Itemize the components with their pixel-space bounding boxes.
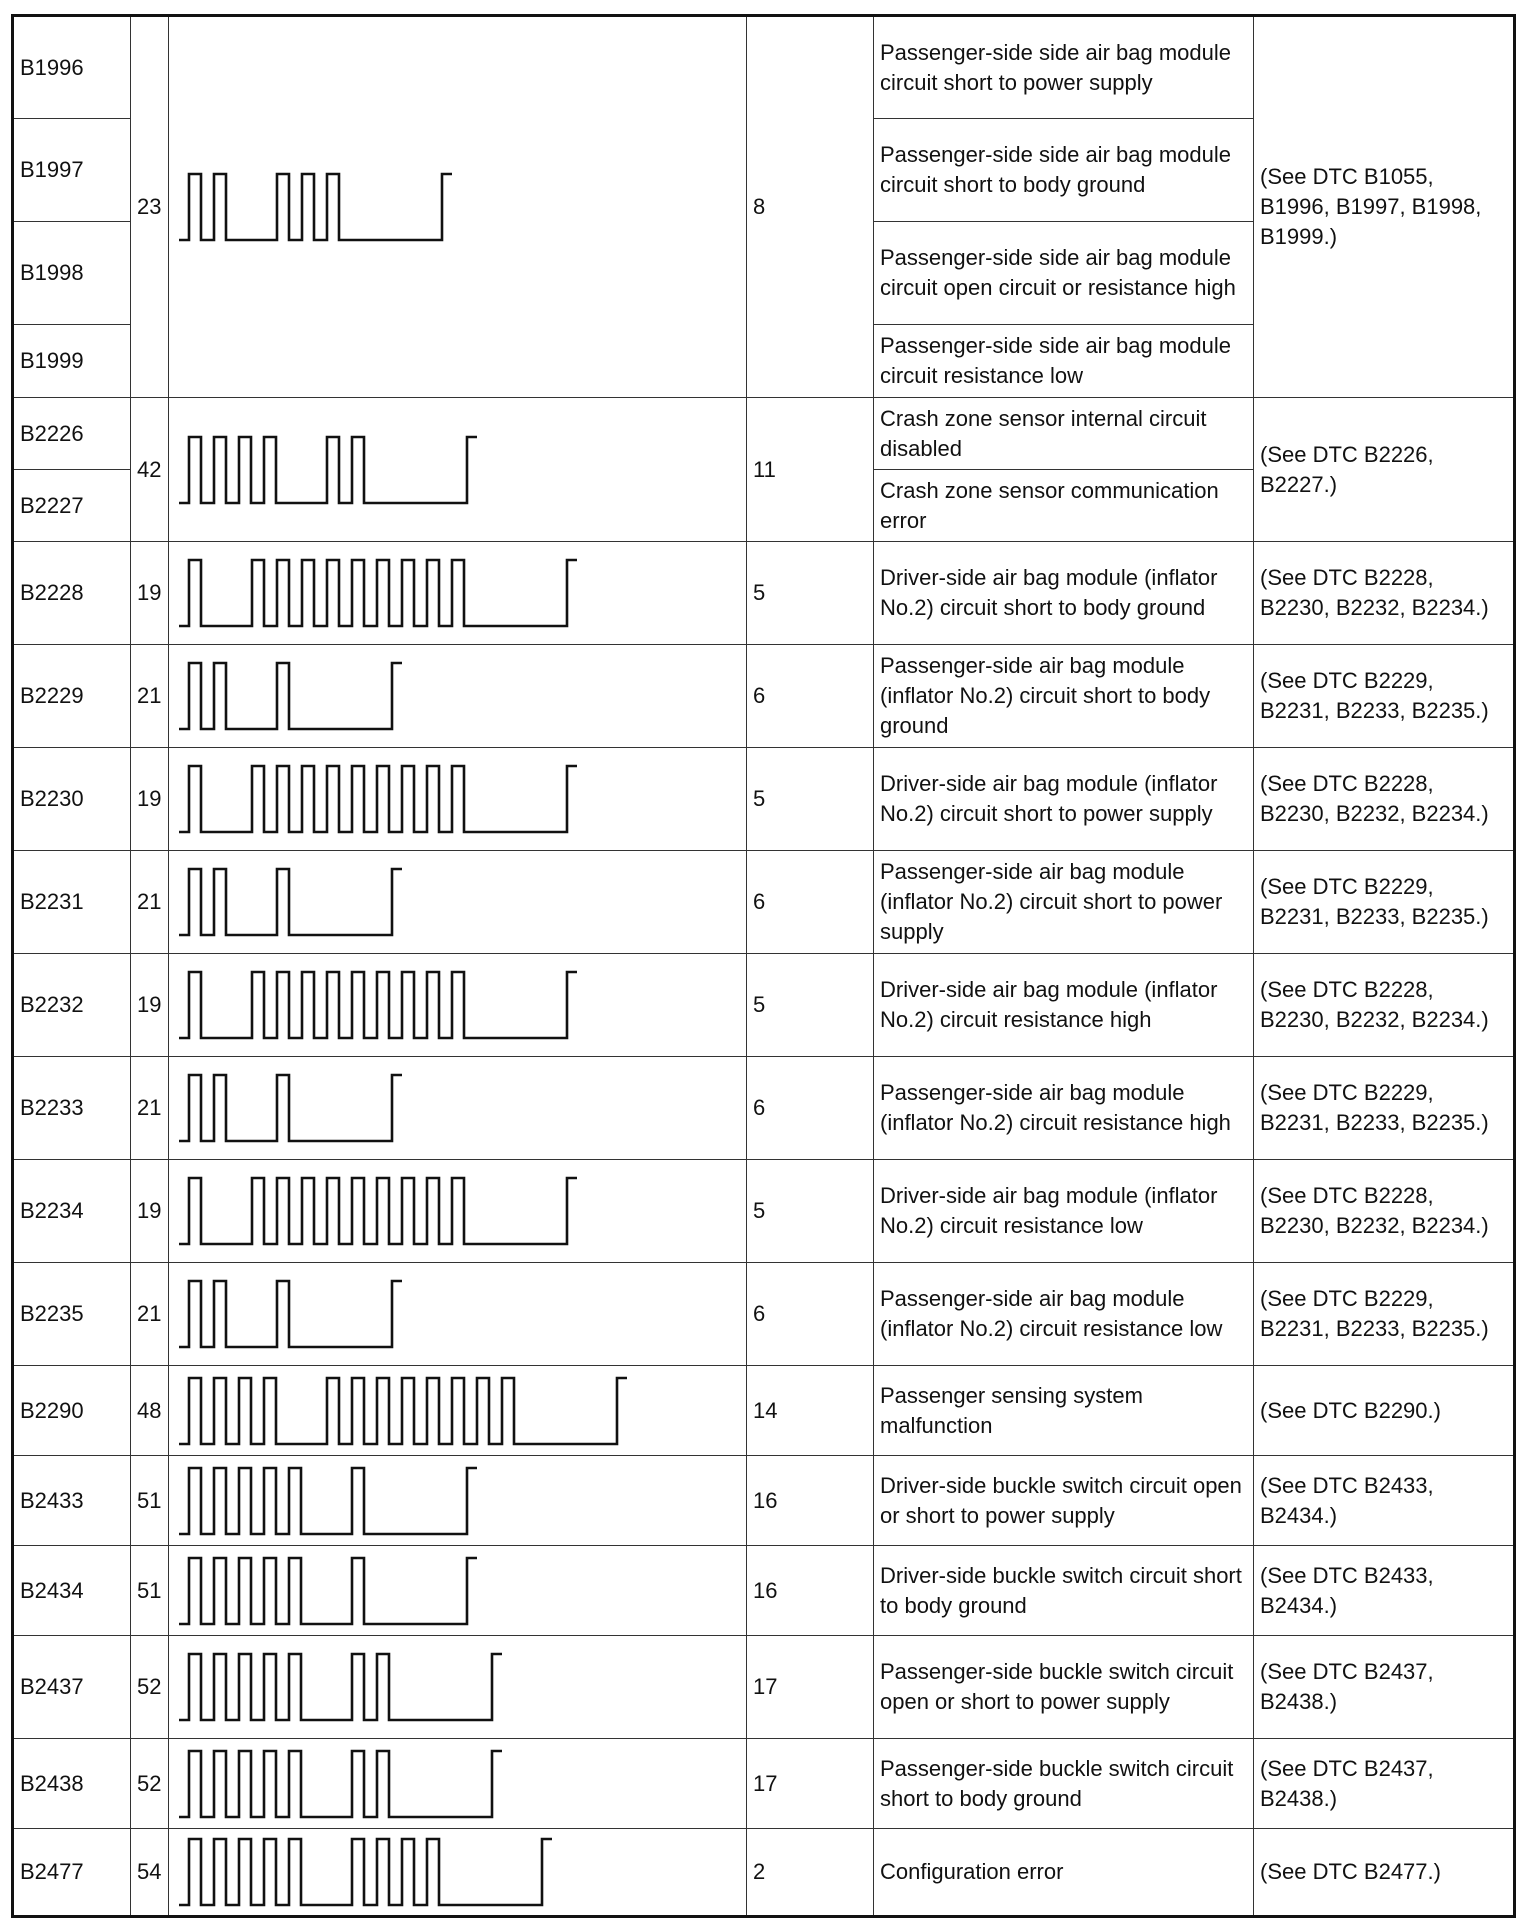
table-row [13, 748, 1515, 851]
reference-link-text: (See DTC B2477.) [1254, 1829, 1515, 1917]
flash-pattern-cell [169, 1160, 747, 1263]
table-row [13, 851, 1515, 954]
dtc-code: B2230 [13, 748, 131, 851]
reference-link-text: (See DTC B1055, B1996, B1997, B1998, B1999.) [1254, 16, 1515, 398]
code-number: 51 [131, 1456, 169, 1546]
flash-pulse-train [179, 1558, 477, 1624]
code-number: 19 [131, 954, 169, 1057]
flash-count: 6 [747, 1057, 874, 1160]
flash-pattern-cell [169, 1546, 747, 1636]
dtc-code: B2228 [13, 542, 131, 645]
reference-link-text: (See DTC B2437, B2438.) [1254, 1636, 1515, 1739]
malfunction-description: Passenger-side side air bag module circuit open circuit or resistance high [874, 222, 1254, 325]
flash-pattern-waveform [173, 548, 739, 638]
dtc-table-body [13, 16, 1515, 1917]
flash-pattern-cell [169, 398, 747, 542]
code-number: 19 [131, 1160, 169, 1263]
flash-count: 14 [747, 1366, 874, 1456]
flash-pattern-cell [169, 1636, 747, 1739]
malfunction-description: Driver-side buckle switch circuit open or short to power supply [874, 1456, 1254, 1546]
table-row [13, 1636, 1515, 1739]
code-number: 19 [131, 542, 169, 645]
malfunction-description: Passenger-side buckle switch circuit short to body ground [874, 1739, 1254, 1829]
dtc-code: B2233 [13, 1057, 131, 1160]
malfunction-description: Passenger-side air bag module (inflator No.2) circuit resistance high [874, 1057, 1254, 1160]
flash-pattern-waveform [173, 754, 739, 844]
dtc-code: B2437 [13, 1636, 131, 1739]
table-row [13, 1160, 1515, 1263]
table-row [13, 1739, 1515, 1829]
table-row [13, 398, 1515, 470]
reference-link-text: (See DTC B2228, B2230, B2232, B2234.) [1254, 1160, 1515, 1263]
dtc-code: B1998 [13, 222, 131, 325]
malfunction-description: Passenger-side buckle switch circuit open or short to power supply [874, 1636, 1254, 1739]
malfunction-description: Driver-side air bag module (inflator No.2) circuit resistance low [874, 1160, 1254, 1263]
flash-pulse-train [179, 1751, 502, 1817]
flash-pattern-cell [169, 1057, 747, 1160]
dtc-code: B1999 [13, 325, 131, 398]
code-number: 21 [131, 645, 169, 748]
flash-pattern-waveform [173, 1642, 739, 1732]
flash-count: 5 [747, 748, 874, 851]
flash-pulse-train [179, 1839, 552, 1905]
flash-count: 8 [747, 16, 874, 398]
flash-pattern-cell [169, 1829, 747, 1917]
flash-pattern-waveform [173, 651, 739, 741]
reference-link-text: (See DTC B2226, B2227.) [1254, 398, 1515, 542]
table-row [13, 1366, 1515, 1456]
flash-count: 11 [747, 398, 874, 542]
reference-link-text: (See DTC B2437, B2438.) [1254, 1739, 1515, 1829]
malfunction-description: Crash zone sensor communication error [874, 470, 1254, 542]
malfunction-description: Passenger-side air bag module (inflator No.2) circuit short to body ground [874, 645, 1254, 748]
malfunction-description: Driver-side buckle switch circuit short to body ground [874, 1546, 1254, 1636]
reference-link-text: (See DTC B2433, B2434.) [1254, 1456, 1515, 1546]
flash-pattern-waveform [173, 1166, 739, 1256]
reference-link-text: (See DTC B2229, B2231, B2233, B2235.) [1254, 851, 1515, 954]
flash-count: 6 [747, 1263, 874, 1366]
code-number: 51 [131, 1546, 169, 1636]
flash-pattern-cell [169, 645, 747, 748]
table-row [13, 542, 1515, 645]
flash-pattern-waveform [173, 1742, 739, 1826]
flash-pattern-waveform [173, 1459, 739, 1543]
dtc-code: B2231 [13, 851, 131, 954]
dtc-code: B2226 [13, 398, 131, 470]
dtc-code: B1996 [13, 16, 131, 119]
malfunction-description: Driver-side air bag module (inflator No.2) circuit short to body ground [874, 542, 1254, 645]
dtc-code: B1997 [13, 119, 131, 222]
reference-link-text: (See DTC B2290.) [1254, 1366, 1515, 1456]
reference-link-text: (See DTC B2229, B2231, B2233, B2235.) [1254, 645, 1515, 748]
flash-pulse-train [179, 869, 402, 935]
flash-pattern-waveform [173, 157, 739, 257]
malfunction-description: Driver-side air bag module (inflator No.2) circuit short to power supply [874, 748, 1254, 851]
flash-count: 16 [747, 1546, 874, 1636]
flash-count: 16 [747, 1456, 874, 1546]
flash-count: 5 [747, 542, 874, 645]
flash-pulse-train [179, 560, 577, 626]
flash-pattern-waveform [173, 420, 739, 520]
reference-link-text: (See DTC B2228, B2230, B2232, B2234.) [1254, 542, 1515, 645]
code-number: 21 [131, 1057, 169, 1160]
flash-count: 5 [747, 954, 874, 1057]
reference-link-text: (See DTC B2229, B2231, B2233, B2235.) [1254, 1263, 1515, 1366]
code-number: 21 [131, 1263, 169, 1366]
flash-pattern-waveform [173, 960, 739, 1050]
malfunction-description: Passenger-side side air bag module circuit short to power supply [874, 16, 1254, 119]
code-number: 21 [131, 851, 169, 954]
code-number: 48 [131, 1366, 169, 1456]
dtc-code: B2433 [13, 1456, 131, 1546]
malfunction-description: Passenger-side side air bag module circuit short to body ground [874, 119, 1254, 222]
flash-pattern-cell [169, 1456, 747, 1546]
dtc-code: B2438 [13, 1739, 131, 1829]
table-row [13, 645, 1515, 748]
malfunction-description: Passenger-side side air bag module circuit resistance low [874, 325, 1254, 398]
reference-link-text: (See DTC B2433, B2434.) [1254, 1546, 1515, 1636]
flash-pulse-train [179, 1178, 577, 1244]
flash-count: 17 [747, 1636, 874, 1739]
code-number: 23 [131, 16, 169, 398]
table-row [13, 16, 1515, 119]
malfunction-description: Passenger-side air bag module (inflator No.2) circuit short to power supply [874, 851, 1254, 954]
code-number: 52 [131, 1636, 169, 1739]
code-number: 19 [131, 748, 169, 851]
flash-pattern-waveform [173, 1269, 739, 1359]
dtc-code: B2234 [13, 1160, 131, 1263]
malfunction-description: Crash zone sensor internal circuit disabled [874, 398, 1254, 470]
flash-pattern-waveform [173, 1369, 739, 1453]
reference-link-text: (See DTC B2228, B2230, B2232, B2234.) [1254, 748, 1515, 851]
flash-pattern-waveform [173, 1063, 739, 1153]
flash-pulse-train [179, 766, 577, 832]
dtc-code: B2227 [13, 470, 131, 542]
flash-count: 2 [747, 1829, 874, 1917]
flash-pulse-train [179, 972, 577, 1038]
code-number: 42 [131, 398, 169, 542]
table-row [13, 1057, 1515, 1160]
flash-pattern-cell [169, 851, 747, 954]
code-number: 52 [131, 1739, 169, 1829]
flash-count: 5 [747, 1160, 874, 1263]
flash-pattern-cell [169, 1263, 747, 1366]
table-row [13, 954, 1515, 1057]
table-row [13, 1829, 1515, 1917]
flash-pattern-waveform [173, 857, 739, 947]
dtc-code: B2229 [13, 645, 131, 748]
reference-link-text: (See DTC B2228, B2230, B2232, B2234.) [1254, 954, 1515, 1057]
flash-pulse-train [179, 1075, 402, 1141]
flash-count: 17 [747, 1739, 874, 1829]
dtc-code: B2235 [13, 1263, 131, 1366]
table-row [13, 1546, 1515, 1636]
dtc-code: B2434 [13, 1546, 131, 1636]
flash-pattern-cell [169, 748, 747, 851]
reference-link-text: (See DTC B2229, B2231, B2233, B2235.) [1254, 1057, 1515, 1160]
flash-pattern-waveform [173, 1830, 739, 1914]
flash-pattern-cell [169, 542, 747, 645]
malfunction-description: Passenger sensing system malfunction [874, 1366, 1254, 1456]
malfunction-description: Configuration error [874, 1829, 1254, 1917]
dtc-code: B2290 [13, 1366, 131, 1456]
table-row [13, 1456, 1515, 1546]
flash-pattern-cell [169, 954, 747, 1057]
dtc-code: B2477 [13, 1829, 131, 1917]
flash-count: 6 [747, 645, 874, 748]
flash-pattern-cell [169, 1366, 747, 1456]
flash-pulse-train [179, 1468, 477, 1534]
flash-pattern-cell [169, 16, 747, 398]
dtc-code: B2232 [13, 954, 131, 1057]
malfunction-description: Driver-side air bag module (inflator No.2) circuit resistance high [874, 954, 1254, 1057]
flash-pulse-train [179, 437, 477, 503]
flash-pattern-cell [169, 1739, 747, 1829]
flash-pulse-train [179, 174, 452, 240]
flash-pattern-waveform [173, 1549, 739, 1633]
flash-pulse-train [179, 1654, 502, 1720]
flash-pulse-train [179, 1378, 627, 1444]
malfunction-description: Passenger-side air bag module (inflator No.2) circuit resistance low [874, 1263, 1254, 1366]
table-row [13, 1263, 1515, 1366]
dtc-table [11, 14, 1516, 1918]
flash-count: 6 [747, 851, 874, 954]
flash-pulse-train [179, 1281, 402, 1347]
code-number: 54 [131, 1829, 169, 1917]
flash-pulse-train [179, 663, 402, 729]
